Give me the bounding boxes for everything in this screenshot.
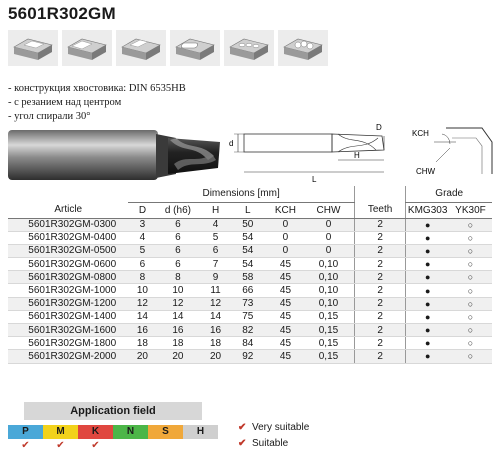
cell-CHW: 0,10	[307, 258, 350, 271]
cell-KCH: 45	[264, 258, 307, 271]
col-yk30f: YK30F	[449, 202, 492, 218]
suitability-mark: ✔	[56, 440, 65, 451]
cell-teeth: 2	[354, 244, 406, 257]
cell-g2: ○	[449, 310, 492, 323]
slot-milling-icon	[8, 30, 58, 66]
grade-group-header: Grade	[406, 186, 492, 202]
cell-H: 4	[199, 218, 231, 231]
col-KCH: KCH	[264, 202, 307, 218]
cell-d: 10	[156, 284, 199, 297]
check-icon: ✔	[238, 438, 247, 449]
product-table	[8, 186, 492, 364]
cell-KCH: 0	[264, 244, 307, 257]
cell-L: 54	[232, 231, 264, 244]
cell-KCH: 0	[264, 218, 307, 231]
col-L: L	[232, 202, 264, 218]
cell-article: 5601R302GM-0400	[8, 231, 128, 244]
cell-g1: ●	[406, 284, 449, 297]
label-D: D	[376, 123, 382, 132]
table-row	[8, 297, 492, 310]
cell-teeth: 2	[354, 218, 406, 231]
cell-g2: ○	[449, 284, 492, 297]
cell-article: 5601R302GM-1800	[8, 337, 128, 350]
cell-D: 3	[128, 218, 156, 231]
label-H: H	[354, 151, 360, 160]
cell-H: 5	[199, 231, 231, 244]
legend-suitable: ✔ Suitable	[238, 436, 309, 452]
cell-L: 82	[232, 324, 264, 337]
cell-article: 5601R302GM-0800	[8, 271, 128, 284]
material-m: M	[43, 425, 78, 439]
cell-teeth: 2	[354, 350, 406, 363]
legend	[238, 420, 309, 452]
suitability-mark: ✔	[21, 440, 30, 451]
cell-L: 54	[232, 258, 264, 271]
spec-shank: - конструкция хвостовика: DIN 6535HB	[8, 83, 186, 94]
material-k: K	[78, 425, 113, 439]
cell-CHW: 0,15	[307, 337, 350, 350]
cell-D: 6	[128, 258, 156, 271]
cell-teeth: 2	[354, 271, 406, 284]
cell-d: 14	[156, 310, 199, 323]
cell-KCH: 45	[264, 350, 307, 363]
cell-article: 5601R302GM-1200	[8, 297, 128, 310]
cell-g2: ○	[449, 231, 492, 244]
cell-article: 5601R302GM-1600	[8, 324, 128, 337]
cell-d: 18	[156, 337, 199, 350]
cell-H: 11	[199, 284, 231, 297]
material-p: P	[8, 425, 43, 439]
label-kch: KCH	[412, 129, 429, 138]
cell-CHW: 0,10	[307, 284, 350, 297]
plunge-drilling-icon	[278, 30, 328, 66]
cell-KCH: 45	[264, 284, 307, 297]
cell-g2: ○	[449, 337, 492, 350]
cell-teeth: 2	[354, 297, 406, 310]
cell-L: 73	[232, 297, 264, 310]
cell-d: 16	[156, 324, 199, 337]
label-chw: CHW	[416, 167, 436, 176]
cell-L: 54	[232, 244, 264, 257]
cell-d: 20	[156, 350, 199, 363]
cell-g1: ●	[406, 258, 449, 271]
col-kmg303: KMG303	[406, 202, 449, 218]
cell-CHW: 0,10	[307, 297, 350, 310]
suitability-mark	[113, 439, 148, 453]
dimensions-group-header: Dimensions [mm]	[128, 186, 354, 202]
page-title: 5601R302GM	[8, 4, 116, 23]
cell-d: 6	[156, 244, 199, 257]
table-row	[8, 218, 492, 231]
cell-CHW: 0	[307, 218, 350, 231]
cell-g2: ○	[449, 350, 492, 363]
cell-g2: ○	[449, 258, 492, 271]
cell-D: 14	[128, 310, 156, 323]
cell-H: 12	[199, 297, 231, 310]
cell-g1: ●	[406, 297, 449, 310]
cell-g1: ●	[406, 324, 449, 337]
label-d: d	[229, 139, 234, 148]
cell-article: 5601R302GM-2000	[8, 350, 128, 363]
cell-d: 6	[156, 218, 199, 231]
cell-D: 12	[128, 297, 156, 310]
cell-g1: ●	[406, 218, 449, 231]
suitability-mark: ✔	[91, 440, 100, 451]
application-field-title: Application field	[24, 402, 202, 420]
channel-milling-icon	[116, 30, 166, 66]
cell-D: 16	[128, 324, 156, 337]
pocket-milling-icon	[170, 30, 220, 66]
cell-CHW: 0,15	[307, 324, 350, 337]
material-h: H	[183, 425, 218, 439]
cell-CHW: 0	[307, 244, 350, 257]
cell-g2: ○	[449, 218, 492, 231]
material-suitability	[8, 439, 218, 453]
suitability-mark	[148, 439, 183, 453]
cell-KCH: 45	[264, 271, 307, 284]
spec-center-cutting: - с резанием над центром	[8, 97, 122, 108]
cell-KCH: 45	[264, 337, 307, 350]
cell-g1: ●	[406, 244, 449, 257]
cell-article: 5601R302GM-0600	[8, 258, 128, 271]
cell-D: 20	[128, 350, 156, 363]
cell-teeth: 2	[354, 258, 406, 271]
cell-article: 5601R302GM-1000	[8, 284, 128, 297]
table-row	[8, 324, 492, 337]
cell-L: 84	[232, 337, 264, 350]
cell-L: 58	[232, 271, 264, 284]
col-CHW: CHW	[307, 202, 350, 218]
cell-CHW: 0,15	[307, 310, 350, 323]
application-field	[8, 402, 218, 453]
spec-list	[8, 82, 186, 124]
cell-teeth: 2	[354, 231, 406, 244]
cell-L: 66	[232, 284, 264, 297]
col-H: H	[199, 202, 231, 218]
cell-g2: ○	[449, 244, 492, 257]
cell-L: 92	[232, 350, 264, 363]
label-L: L	[312, 175, 317, 184]
cell-H: 20	[199, 350, 231, 363]
dimension-drawing	[226, 120, 388, 184]
spec-helix-angle: - угол спирали 30°	[8, 111, 91, 122]
table-row	[8, 337, 492, 350]
cell-D: 10	[128, 284, 156, 297]
cell-D: 8	[128, 271, 156, 284]
cell-teeth: 2	[354, 310, 406, 323]
cell-D: 18	[128, 337, 156, 350]
cell-d: 6	[156, 258, 199, 271]
material-s: S	[148, 425, 183, 439]
cell-d: 12	[156, 297, 199, 310]
multi-pocket-icon	[224, 30, 274, 66]
cell-g2: ○	[449, 324, 492, 337]
cell-g2: ○	[449, 297, 492, 310]
suitability-mark	[183, 439, 218, 453]
cell-g1: ●	[406, 271, 449, 284]
cell-d: 8	[156, 271, 199, 284]
cell-teeth: 2	[354, 324, 406, 337]
cell-g2: ○	[449, 271, 492, 284]
table-row	[8, 231, 492, 244]
cell-g1: ●	[406, 350, 449, 363]
cell-H: 6	[199, 244, 231, 257]
cell-H: 14	[199, 310, 231, 323]
cell-H: 18	[199, 337, 231, 350]
cell-L: 75	[232, 310, 264, 323]
col-article: Article	[8, 202, 128, 218]
cell-CHW: 0,15	[307, 350, 350, 363]
cell-g1: ●	[406, 231, 449, 244]
table-row	[8, 284, 492, 297]
side-milling-icon	[62, 30, 112, 66]
cell-CHW: 0	[307, 231, 350, 244]
col-d-h6: d (h6)	[156, 202, 199, 218]
check-icon: ✔	[238, 422, 247, 433]
cell-D: 4	[128, 231, 156, 244]
table-row	[8, 310, 492, 323]
col-D: D	[128, 202, 156, 218]
cell-CHW: 0,10	[307, 271, 350, 284]
cell-H: 16	[199, 324, 231, 337]
cell-H: 9	[199, 271, 231, 284]
cell-article: 5601R302GM-0500	[8, 244, 128, 257]
cell-teeth: 2	[354, 337, 406, 350]
cell-KCH: 0	[264, 231, 307, 244]
cell-D: 5	[128, 244, 156, 257]
cell-H: 7	[199, 258, 231, 271]
table-row	[8, 258, 492, 271]
operation-icons	[8, 30, 328, 66]
material-n: N	[113, 425, 148, 439]
cell-KCH: 45	[264, 297, 307, 310]
cell-L: 50	[232, 218, 264, 231]
table-row	[8, 350, 492, 363]
col-teeth: Teeth	[354, 202, 406, 218]
cell-teeth: 2	[354, 284, 406, 297]
table-row	[8, 244, 492, 257]
cell-KCH: 45	[264, 324, 307, 337]
legend-very-suitable: ✔ Very suitable	[238, 420, 309, 436]
material-groups	[8, 425, 218, 439]
cell-KCH: 45	[264, 310, 307, 323]
cell-g1: ●	[406, 310, 449, 323]
cell-g1: ●	[406, 337, 449, 350]
chamfer-drawing	[392, 118, 498, 184]
end-mill-photo	[8, 124, 220, 186]
cell-article: 5601R302GM-1400	[8, 310, 128, 323]
cell-d: 6	[156, 231, 199, 244]
cell-article: 5601R302GM-0300	[8, 218, 128, 231]
table-row	[8, 271, 492, 284]
